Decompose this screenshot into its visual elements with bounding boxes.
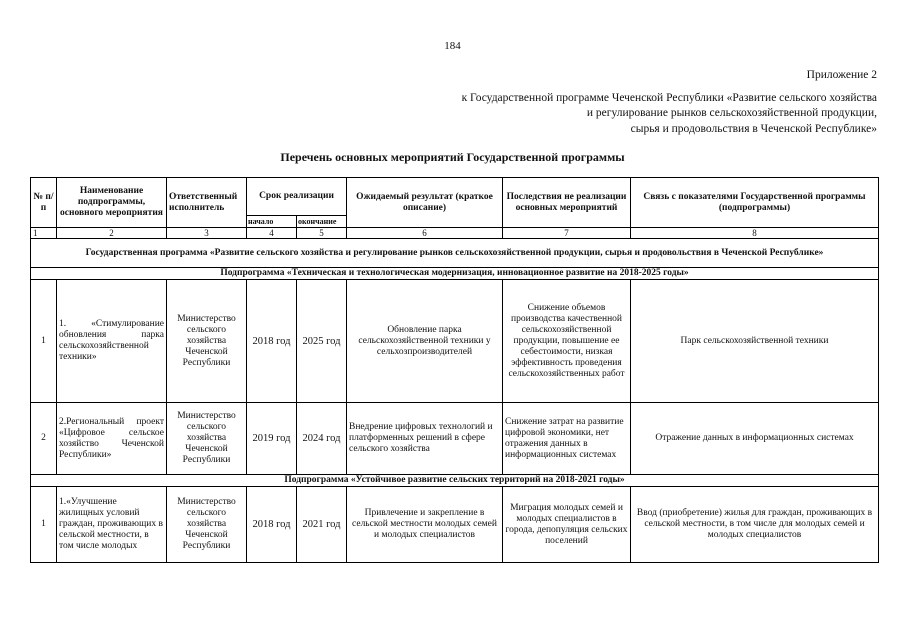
row-link: Ввод (приобретение) жилья для граждан, проживающих в сельской местности, в том числе для молодых семей и молодых специалистов bbox=[631, 487, 879, 563]
appendix-line-3: сырья и продовольствия в Чеченской Республике» bbox=[630, 122, 877, 135]
program-title-row bbox=[31, 239, 879, 268]
row-consequences: Снижение объемов производства качественной сельскохозяйственной продукции, повышение ее себестоимости, низкая эффективность проведения сельскохозяйственных работ bbox=[503, 280, 631, 403]
col-number: 1 bbox=[31, 228, 57, 239]
row-name: 1. «Стимулирование обновления парка сельскохозяйственной техники» bbox=[57, 280, 167, 403]
row-result: Внедрение цифровых технологий и платформенных решений в сфере сельского хозяйства bbox=[347, 403, 503, 475]
row-name: 2.Региональный проект «Цифровое сельское хозяйство Чеченской Республики» bbox=[57, 403, 167, 475]
row-num: 2 bbox=[31, 403, 57, 475]
appendix-line-2: и регулирование рынков сельскохозяйственной продукции, bbox=[586, 107, 877, 119]
row-result: Обновление парка сельскохозяйственной техники у сельхозпроизводителей bbox=[347, 280, 503, 403]
column-number-row bbox=[31, 228, 879, 239]
col-number: 6 bbox=[347, 228, 503, 239]
table-row bbox=[31, 403, 879, 475]
header-consequences: Последствия не реализации основных мероприятий bbox=[503, 178, 631, 228]
subprogram-title: Подпрограмма «Устойчивое развитие сельских территорий на 2018-2021 годы» bbox=[31, 475, 879, 487]
row-num: 1 bbox=[31, 487, 57, 563]
col-number: 3 bbox=[167, 228, 247, 239]
header-end: окончание bbox=[297, 216, 347, 228]
document-title: Перечень основных мероприятий Государственной программы bbox=[280, 150, 625, 164]
subprogram-title: Подпрограмма «Техническая и технологическая модернизация, инновационное развитие на 2018-2025 годы» bbox=[31, 268, 879, 280]
row-start: 2018 год bbox=[247, 487, 297, 563]
header-name: Наименование подпрограммы, основного мероприятия bbox=[57, 178, 167, 228]
row-end: 2021 год bbox=[297, 487, 347, 563]
row-name: 1.«Улучшение жилищных условий граждан, проживающих в сельской местности, в том числе молодых bbox=[57, 487, 167, 563]
col-number: 2 bbox=[57, 228, 167, 239]
subprogram-row bbox=[31, 475, 879, 487]
row-link: Отражение данных в информационных системах bbox=[631, 403, 879, 475]
col-number: 7 bbox=[503, 228, 631, 239]
activities-table bbox=[30, 177, 879, 563]
header-row bbox=[31, 178, 879, 216]
appendix-block bbox=[462, 68, 877, 137]
row-executor: Министерство сельского хозяйства Чеченской Республики bbox=[167, 487, 247, 563]
row-result: Привлечение и закрепление в сельской местности молодых семей и молодых специалистов bbox=[347, 487, 503, 563]
col-number: 5 bbox=[297, 228, 347, 239]
row-end: 2024 год bbox=[297, 403, 347, 475]
row-start: 2019 год bbox=[247, 403, 297, 475]
row-consequences: Миграция молодых семей и молодых специалистов в города, депопуляция сельских поселений bbox=[503, 487, 631, 563]
header-start: начало bbox=[247, 216, 297, 228]
appendix-line-1: к Государственной программе Чеченской Республики «Развитие сельского хозяйства bbox=[461, 91, 877, 104]
header-result: Ожидаемый результат (краткое описание) bbox=[347, 178, 503, 228]
header-num: № п/п bbox=[31, 178, 57, 228]
page-number: 184 bbox=[444, 40, 461, 52]
program-title: Государственная программа «Развитие сельского хозяйства и регулирование рынков сельскохозяйственной продукции, сырья и продовольствия в Чеченской Республике» bbox=[31, 239, 879, 268]
header-link: Связь с показателями Государственной программы (подпрограммы) bbox=[631, 178, 879, 228]
subprogram-row bbox=[31, 268, 879, 280]
row-consequences: Снижение затрат на развитие цифровой экономики, нет отражения данных в информационных системах bbox=[503, 403, 631, 475]
appendix-label: Приложение 2 bbox=[806, 69, 877, 81]
table-row bbox=[31, 280, 879, 403]
col-number: 8 bbox=[631, 228, 879, 239]
row-end: 2025 год bbox=[297, 280, 347, 403]
header-period: Срок реализации bbox=[247, 178, 347, 216]
row-link: Парк сельскохозяйственной техники bbox=[631, 280, 879, 403]
row-executor: Министерство сельского хозяйства Чеченской Республики bbox=[167, 280, 247, 403]
row-start: 2018 год bbox=[247, 280, 297, 403]
col-number: 4 bbox=[247, 228, 297, 239]
header-executor: Ответственный исполнитель bbox=[167, 178, 247, 228]
row-executor: Министерство сельского хозяйства Чеченской Республики bbox=[167, 403, 247, 475]
table-row bbox=[31, 487, 879, 563]
row-num: 1 bbox=[31, 280, 57, 403]
